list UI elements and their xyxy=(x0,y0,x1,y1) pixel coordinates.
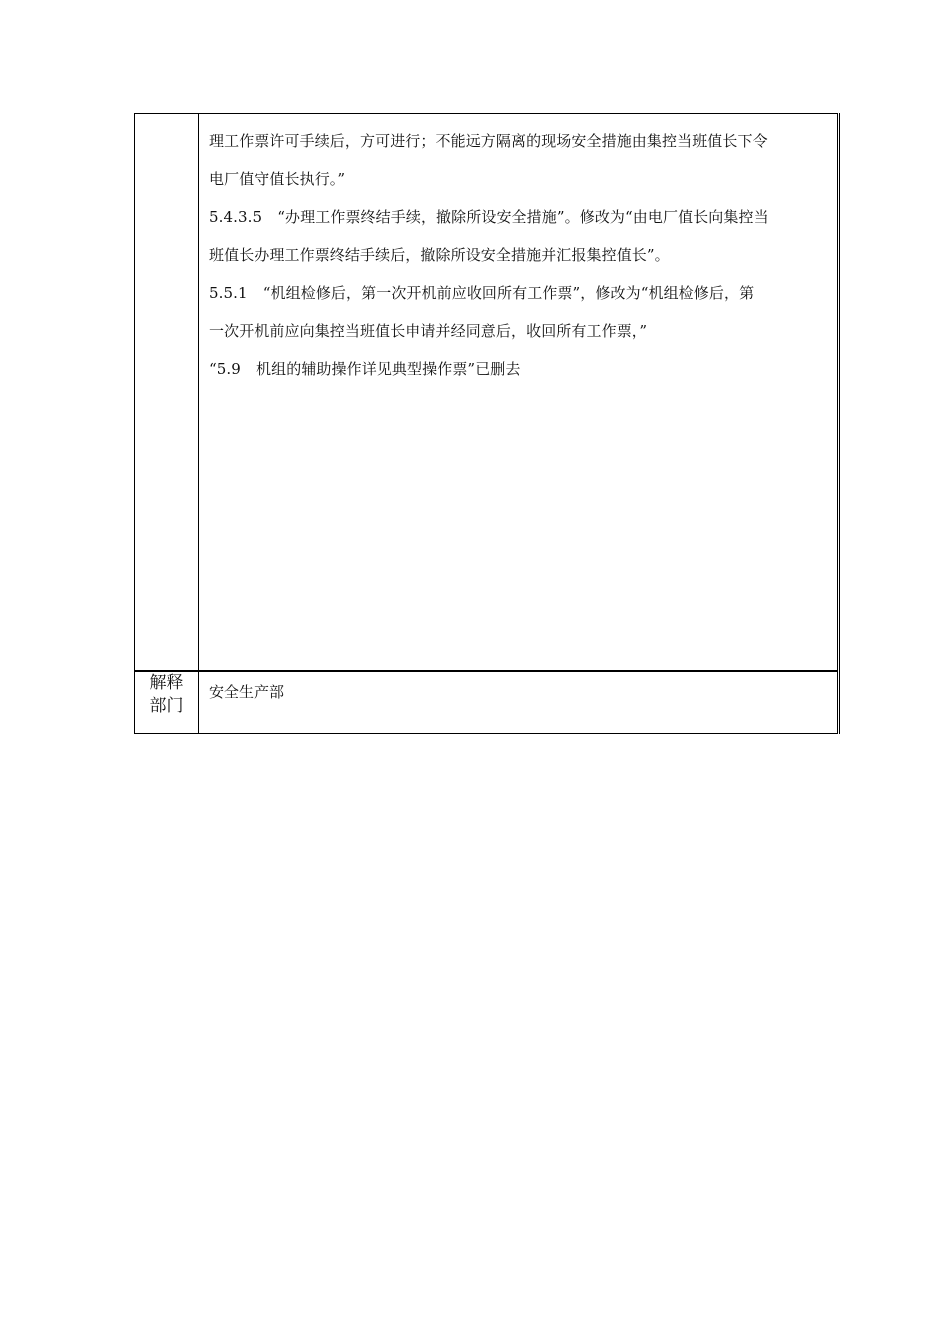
content-row xyxy=(135,114,839,672)
content-line: 一次开机前应向集控当班值长申请并经同意后，收回所有工作票，” xyxy=(209,322,648,340)
content-line: 班值长办理工作票终结手续后，撤除所设安全措施并汇报集控值长”。 xyxy=(209,246,670,264)
content-text xyxy=(199,114,837,388)
content-line: 5.5.1 “机组检修后，第一次开机前应收回所有工作票”，修改为“机组检修后，第 xyxy=(209,284,755,302)
left-empty-cell xyxy=(135,114,199,672)
department-label-line1: 解释 xyxy=(149,673,184,693)
department-row xyxy=(135,671,839,734)
department-label-line2: 部门 xyxy=(149,696,184,716)
department-value-cell xyxy=(199,671,839,734)
content-line: 理工作票许可手续后，方可进行；不能远方隔离的现场安全措施由集控当班值长下令 xyxy=(209,132,768,150)
amendment-table xyxy=(134,113,840,734)
content-line: “5.9 机组的辅助操作详见典型操作票”已删去 xyxy=(209,360,521,378)
content-line: 5.4.3.5 “办理工作票终结手续，撤除所设安全措施”。修改为“由电厂值长向集控当 xyxy=(209,208,769,226)
content-line: 电厂值守值长执行。” xyxy=(209,170,346,188)
content-cell xyxy=(199,114,839,672)
department-label-cell xyxy=(135,671,199,734)
department-value: 安全生产部 xyxy=(209,683,285,701)
